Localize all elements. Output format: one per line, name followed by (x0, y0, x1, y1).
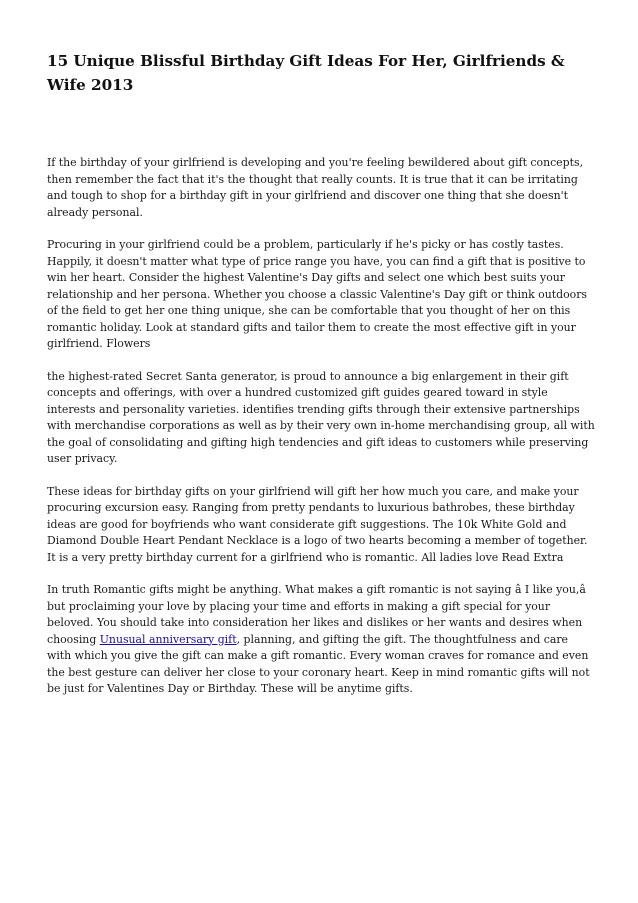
page-title: 15 Unique Blissful Birthday Gift Ideas For Her, Girlfriends & Wife 2013 (47, 52, 565, 94)
paragraph-3: the highest-rated Secret Santa generator, is proud to announce a big enlargement in their gift concepts and offerings, with over a hundred customized gift guides geared toward in style interests and personality varieties. identifies trending gifts through their extensive partnerships with merchandise corporations as well as by their very own in-home merchandising group, all with the goal of consolidating and gifting high tendencies and gift ideas to customers while preserving user privacy. (47, 369, 595, 465)
paragraph-5-text-after-link: , planning, and gifting the gift. The thoughtfulness and care with which you give the gift can make a gift romantic. Every woman craves for romance and even the best gesture can deliver her close to your coronary heart. Keep in mind romantic gifts will not be just for Valentines Day or Birthday. These will be anytime gifts. (47, 632, 590, 695)
paragraph-1: If the birthday of your girlfriend is developing and you're feeling bewildered about gift concepts, then remember the fact that it's the thought that really counts. It is true that it can be irritating and tough to shop for a birthday gift in your girlfriend and discover one thing that she doesn't already personal. (47, 156, 584, 219)
document-page (47, 49, 595, 714)
paragraph-5-text-before-link: In truth Romantic gifts might be anything. What makes a gift romantic is not saying â I like you,â but proclaiming your love by placing your time and efforts in making a gift special for your beloved. You should take into consideration her likes and dislikes or her wants and desires when choosing (47, 583, 586, 646)
paragraph-4: These ideas for birthday gifts on your girlfriend will gift her how much you care, and make your procuring excursion easy. Ranging from pretty pendants to luxurious bathrobes, these birthday ideas are good for boyfriends who want considerate gift suggestions. The 10k White Gold and Diamond Double Heart Pendant Necklace is a logo of two hearts becoming a member of together. It is a very pretty birthday current for a girlfriend who is romantic. All ladies love Read Extra (47, 484, 588, 564)
paragraph-5 (47, 582, 595, 698)
unusual-anniversary-gift-link[interactable]: Unusual anniversary gift (99, 632, 237, 646)
paragraph-2: Procuring in your girlfriend could be a problem, particularly if he's picky or has costly tastes. Happily, it doesn't matter what type of price range you have, you can find a gift that is positive to win her heart. Consider the highest Valentine's Day gifts and select one which best suits your relationship and her persona. Whether you choose a classic Valentine's Day gift or think outdoors of the field to get her one thing unique, she can be comfortable that you thought of her on this romantic holiday. Look at standard gifts and tailor them to create the most effective gift in your girlfriend. Flowers (47, 238, 587, 350)
